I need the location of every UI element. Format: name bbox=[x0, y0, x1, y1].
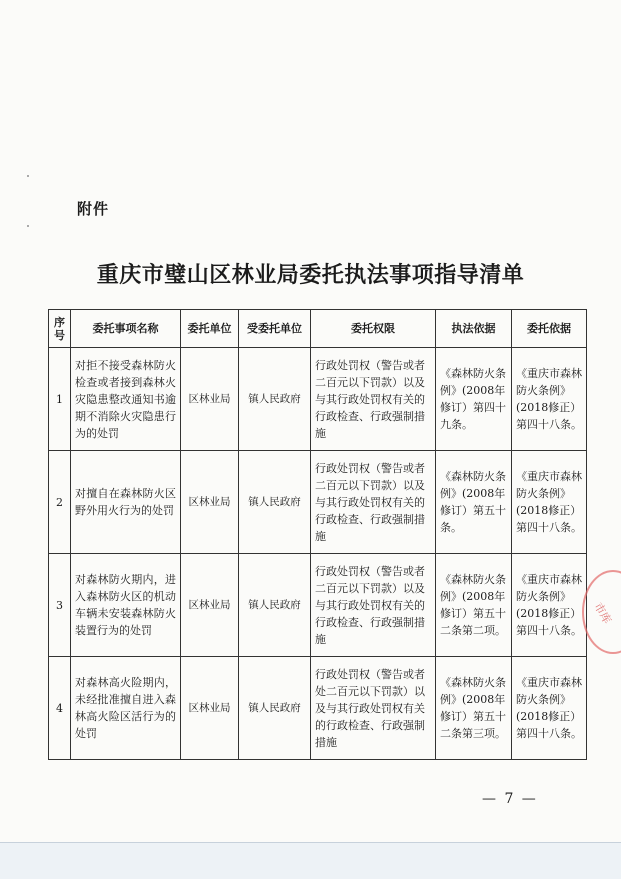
attachment-label: 附件 bbox=[77, 200, 110, 218]
header-entrust-basis: 委托依据 bbox=[512, 310, 587, 348]
row-entrust-basis: 《重庆市森林防火条例》(2018修正）第四十八条。 bbox=[512, 554, 587, 657]
header-delegator: 委托单位 bbox=[181, 310, 239, 348]
header-basis: 执法依据 bbox=[436, 310, 512, 348]
table-row bbox=[49, 657, 587, 760]
table-row bbox=[49, 348, 587, 451]
table-header-row bbox=[49, 310, 587, 348]
seal-text: 市库 bbox=[591, 600, 614, 627]
header-delegatee: 受委托单位 bbox=[239, 310, 311, 348]
header-no: 序号 bbox=[49, 310, 71, 348]
row-power: 行政处罚权（警告或者处二百元以下罚款）以及与其行政处罚权有关的行政检查、行政强制措施 bbox=[311, 657, 436, 760]
table-row bbox=[49, 451, 587, 554]
row-delegatee: 镇人民政府 bbox=[239, 554, 311, 657]
document-title: 重庆市璧山区林业局委托执法事项指导清单 bbox=[96, 262, 525, 288]
row-no: 4 bbox=[49, 657, 71, 760]
row-power: 行政处罚权（警告或者二百元以下罚款）以及与其行政处罚权有关的行政检查、行政强制措施 bbox=[311, 451, 436, 554]
viewer-bottom-bar bbox=[0, 842, 621, 879]
row-basis: 《森林防火条例》(2008年修订）第五十二条第三项。 bbox=[436, 657, 512, 760]
row-no: 2 bbox=[49, 451, 71, 554]
scan-speck bbox=[27, 175, 29, 177]
row-no: 1 bbox=[49, 348, 71, 451]
row-entrust-basis: 《重庆市森林防火条例》(2018修正）第四十八条。 bbox=[512, 657, 587, 760]
row-basis: 《森林防火条例》(2008年修订）第四十九条。 bbox=[436, 348, 512, 451]
row-delegatee: 镇人民政府 bbox=[239, 348, 311, 451]
row-entrust-basis: 《重庆市森林防火条例》(2018修正）第四十八条。 bbox=[512, 348, 587, 451]
row-name: 对森林高火险期内，未经批准擅自进入森林高火险区活行为的处罚 bbox=[71, 657, 181, 760]
row-entrust-basis: 《重庆市森林防火条例》(2018修正）第四十八条。 bbox=[512, 451, 587, 554]
row-name: 对拒不接受森林防火检查或者接到森林火灾隐患整改通知书逾期不消除火灾隐患行为的处罚 bbox=[71, 348, 181, 451]
header-name: 委托事项名称 bbox=[71, 310, 181, 348]
row-delegator: 区林业局 bbox=[181, 348, 239, 451]
row-delegatee: 镇人民政府 bbox=[239, 451, 311, 554]
row-no: 3 bbox=[49, 554, 71, 657]
row-delegator: 区林业局 bbox=[181, 657, 239, 760]
row-name: 对擅自在森林防火区野外用火行为的处罚 bbox=[71, 451, 181, 554]
row-basis: 《森林防火条例》(2008年修订）第五十条。 bbox=[436, 451, 512, 554]
scan-speck bbox=[27, 225, 29, 227]
table-row bbox=[49, 554, 587, 657]
row-basis: 《森林防火条例》(2008年修订）第五十二条第二项。 bbox=[436, 554, 512, 657]
row-power: 行政处罚权（警告或者二百元以下罚款）以及与其行政处罚权有关的行政检查、行政强制措施 bbox=[311, 554, 436, 657]
row-delegator: 区林业局 bbox=[181, 554, 239, 657]
row-delegator: 区林业局 bbox=[181, 451, 239, 554]
delegation-table bbox=[48, 309, 587, 760]
page-number: — 7 — bbox=[482, 791, 538, 807]
row-name: 对森林防火期内，进入森林防火区的机动车辆未安装森林防火装置行为的处罚 bbox=[71, 554, 181, 657]
row-power: 行政处罚权（警告或者二百元以下罚款）以及与其行政处罚权有关的行政检查、行政强制措施 bbox=[311, 348, 436, 451]
row-delegatee: 镇人民政府 bbox=[239, 657, 311, 760]
header-power: 委托权限 bbox=[311, 310, 436, 348]
